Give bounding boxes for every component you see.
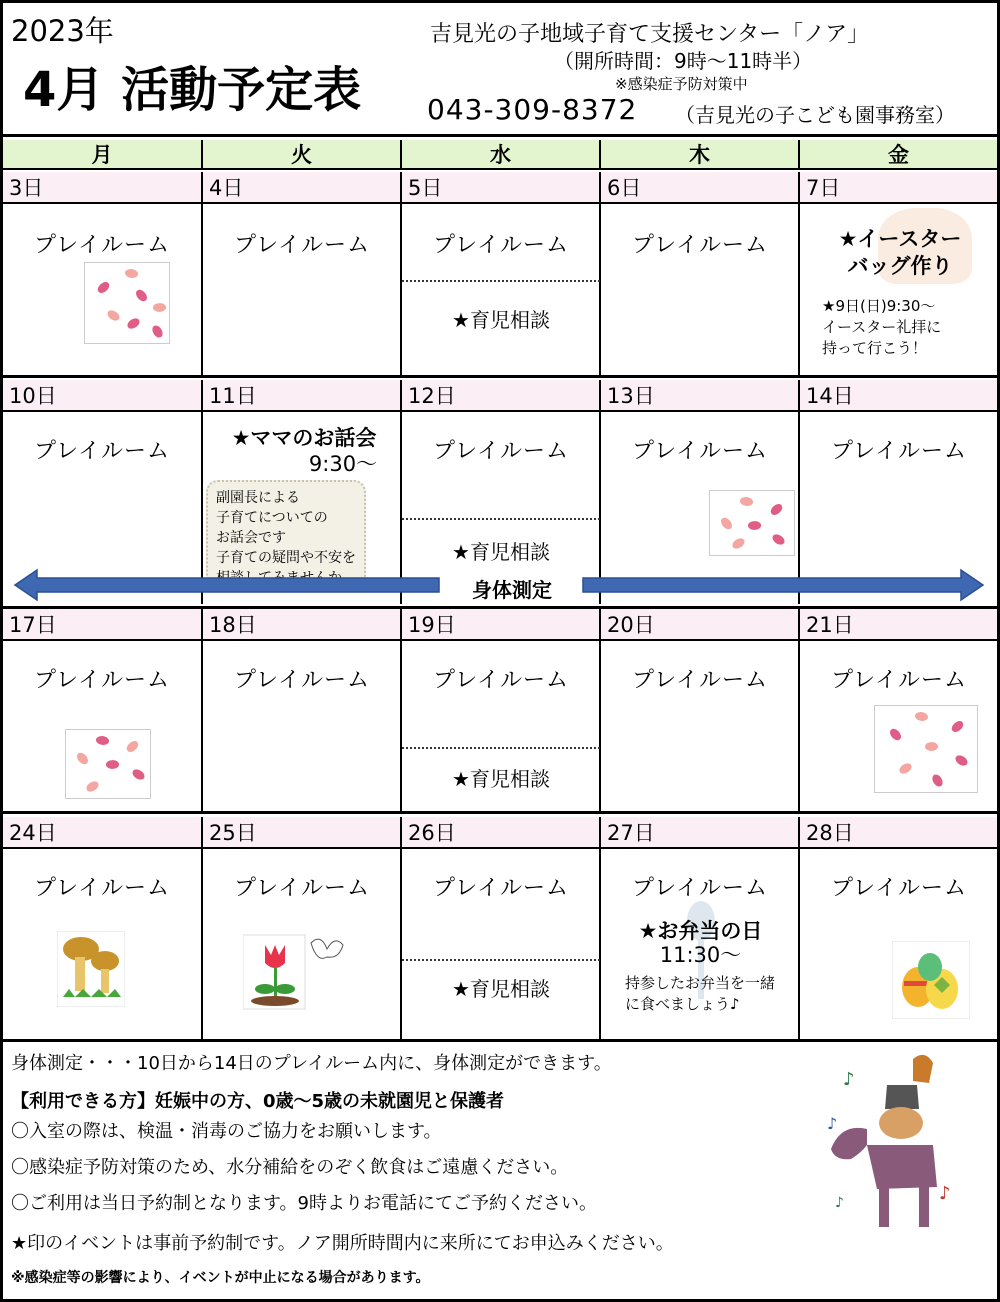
date-label: 11日	[203, 380, 402, 412]
opening-hours: （開所時間：9時～11時半）	[554, 49, 813, 73]
playroom-label: プレイルーム	[830, 876, 968, 901]
date-label: 20日	[601, 609, 800, 641]
bento-day-note: 持参したお弁当を一緒 に食べましょう♪	[625, 974, 776, 1013]
playroom-label: プレイルーム	[830, 439, 968, 464]
date-label: 26日	[402, 817, 601, 849]
date-label: 7日	[806, 176, 841, 200]
playroom-label: プレイルーム	[830, 668, 968, 693]
weekday-wed: 水	[402, 140, 601, 170]
svg-text:♪: ♪	[827, 1114, 838, 1133]
childcare-consultation: ★育児相談	[452, 977, 550, 1001]
weekday-fri: 金	[800, 140, 997, 170]
mama-talk-event: ★ママのお話会	[231, 426, 377, 450]
bremen-animals-image	[821, 1049, 963, 1249]
day-cell	[402, 641, 601, 814]
childcare-consultation: ★育児相談	[452, 308, 550, 332]
phone-number: 043-309-8372	[427, 93, 638, 126]
mama-talk-note: 副園長による 子育てについての お話会です 子育ての疑問や不安を	[206, 480, 366, 590]
weekday-tue: 火	[203, 140, 402, 170]
cherry-petals-image	[65, 729, 151, 799]
note-eligibility: 【利用できる方】妊娠中の方、0歳～5歳の未就園児と保護者	[11, 1091, 505, 1112]
phone-note: （吉見光の子こども園事務室）	[675, 103, 955, 127]
note-measurement: 身体測定・・・10日から14日のプレイルーム内に、身体測定ができます。	[11, 1053, 612, 1074]
day-cell	[3, 849, 203, 1039]
divider	[402, 959, 600, 961]
date-band	[3, 380, 997, 412]
easter-note: ★9日(日)9:30～ イースター礼拝に 持って行こう！	[822, 297, 942, 357]
date-label: 14日	[806, 384, 854, 408]
note-cancellation: ※感染症等の影響により、イベントが中止になる場合があります。	[11, 1270, 430, 1286]
date-label: 24日	[3, 817, 203, 849]
week-row	[3, 380, 997, 604]
note-entry: 〇入室の際は、検温・消毒のご協力をお願いします。	[11, 1121, 442, 1142]
date-label: 13日	[601, 380, 800, 412]
playroom-label: プレイルーム	[631, 876, 769, 901]
org-name: 吉見光の子地域子育て支援センター「ノア」	[430, 22, 870, 47]
cherry-petals-image	[84, 262, 170, 344]
date-label: 19日	[402, 609, 601, 641]
day-cell	[800, 204, 997, 378]
weekday-mon: 月	[3, 140, 203, 170]
footer-notes	[3, 1043, 997, 1299]
day-cell	[203, 641, 402, 814]
childcare-consultation: ★育児相談	[452, 540, 550, 564]
page-title: 4月 活動予定表	[23, 62, 362, 118]
header	[3, 3, 997, 137]
weekday-thu: 木	[601, 140, 800, 170]
playroom-label: プレイルーム	[33, 876, 171, 901]
date-label: 4日	[203, 172, 402, 204]
mushroom-image	[57, 931, 125, 1007]
date-label: 21日	[806, 613, 854, 637]
cherry-petals-image	[709, 490, 795, 556]
date-label: 25日	[203, 817, 402, 849]
date-label: 18日	[203, 609, 402, 641]
playroom-label: プレイルーム	[631, 233, 769, 258]
date-label: 5日	[402, 172, 601, 204]
svg-text:♪: ♪	[835, 1195, 844, 1211]
bento-day-event: ★お弁当の日	[638, 919, 763, 943]
day-cell	[203, 204, 402, 378]
year: 2023年	[11, 14, 114, 48]
day-cell	[800, 849, 997, 1039]
day-cell	[203, 849, 402, 1039]
covid-notice: ※感染症予防対策中	[615, 75, 748, 93]
cherry-petals-image	[874, 705, 978, 793]
date-band	[3, 172, 997, 204]
day-cell	[3, 204, 203, 378]
date-label: 10日	[3, 380, 203, 412]
divider	[402, 280, 600, 282]
childcare-consultation: ★育児相談	[452, 767, 550, 791]
divider	[402, 747, 600, 749]
playroom-label: プレイルーム	[432, 233, 570, 258]
date-label: 17日	[3, 609, 203, 641]
playroom-label: プレイルーム	[233, 876, 371, 901]
playroom-label: プレイルーム	[33, 668, 171, 693]
tulip-butterfly-image	[243, 931, 347, 1011]
day-cell	[601, 641, 800, 814]
playroom-label: プレイルーム	[33, 439, 171, 464]
note-event-booking: ★印のイベントは事前予約制です。ノア開所時間内に来所にてお申込みください。	[11, 1233, 674, 1254]
measurement-label: 身体測定	[472, 578, 552, 602]
week-row	[3, 817, 997, 1042]
date-label: 27日	[601, 817, 800, 849]
date-label: 6日	[601, 172, 800, 204]
week-row	[3, 172, 997, 378]
note-reservation: 〇ご利用は当日予約制となります。9時よりお電話にてご予約ください。	[11, 1193, 598, 1214]
day-cell	[402, 849, 601, 1039]
playroom-label: プレイルーム	[432, 876, 570, 901]
playroom-label: プレイルーム	[631, 668, 769, 693]
playroom-label: プレイルーム	[233, 233, 371, 258]
svg-text:♪: ♪	[939, 1183, 951, 1204]
date-band	[3, 817, 997, 849]
day-cell	[3, 641, 203, 814]
playroom-label: プレイルーム	[631, 439, 769, 464]
playroom-label: プレイルーム	[432, 668, 570, 693]
playroom-label: プレイルーム	[233, 668, 371, 693]
date-band	[3, 609, 997, 641]
date-label: 28日	[806, 821, 854, 845]
day-cell	[601, 204, 800, 378]
day-cell	[601, 849, 800, 1039]
easter-bag-event: ★イースター バッグ作り	[838, 227, 962, 278]
date-label: 12日	[402, 380, 601, 412]
mama-talk-time: 9:30～	[308, 452, 378, 476]
playroom-label: プレイルーム	[432, 439, 570, 464]
bento-day-time: 11:30～	[659, 943, 742, 967]
day-cell	[800, 641, 997, 814]
week-row	[3, 606, 997, 814]
playroom-label: プレイルーム	[33, 233, 171, 258]
divider	[402, 518, 600, 520]
date-label: 3日	[3, 172, 203, 204]
note-eating: 〇感染症予防対策のため、水分補給をのぞく飲食はご遠慮ください。	[11, 1157, 569, 1178]
day-cell	[402, 204, 601, 378]
easter-eggs-image	[892, 941, 970, 1019]
svg-text:♪: ♪	[843, 1069, 855, 1090]
